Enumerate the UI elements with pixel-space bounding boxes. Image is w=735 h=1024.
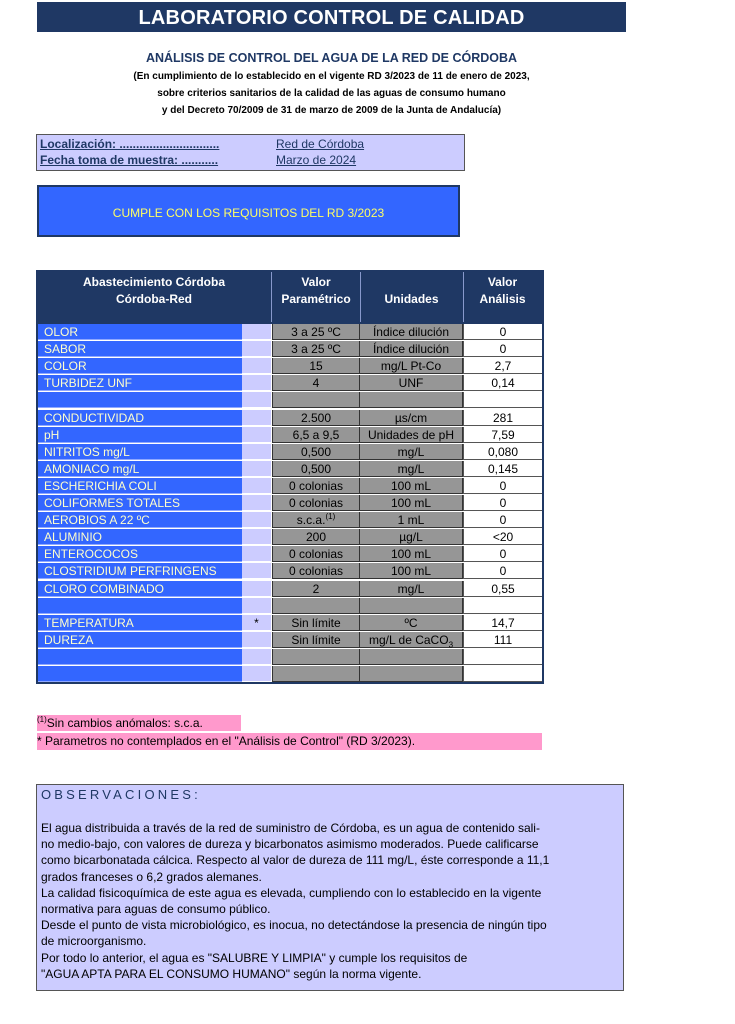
table-row — [38, 444, 542, 461]
analysis-value-text: 0 — [499, 342, 507, 357]
units — [360, 461, 463, 477]
units-text: mg/L — [397, 581, 425, 596]
footnote-asterisk: * Parametros no contemplados en el "Análisis de Control" (RD 3/2023). — [37, 733, 542, 750]
units-text: ºC — [404, 615, 418, 630]
parametric-value — [272, 581, 360, 597]
header-value — [463, 274, 542, 308]
header-value-line2: Análisis — [479, 292, 526, 306]
table-row — [38, 529, 542, 546]
units — [360, 478, 463, 494]
table-row — [38, 495, 542, 512]
units-text: 1 mL — [397, 513, 425, 528]
location-value: Red de Córdoba — [276, 137, 365, 151]
analysis-value — [463, 478, 542, 494]
table-row — [38, 615, 542, 632]
parametric-value — [272, 410, 360, 426]
asterisk-mark — [242, 375, 271, 391]
units-text: µg/L — [399, 530, 423, 545]
parametric-value-text: 0 colonias — [288, 547, 344, 562]
analysis-value — [463, 341, 542, 357]
analysis-value — [463, 598, 542, 614]
parametric-value-text: 6,5 a 9,5 — [292, 427, 340, 442]
table-row — [38, 632, 542, 649]
sample-date-value: Marzo de 2024 — [276, 153, 357, 167]
footnote-sca — [37, 715, 241, 731]
units — [360, 324, 463, 340]
analysis-value — [463, 615, 542, 631]
units — [360, 581, 463, 597]
parameter-name — [38, 427, 242, 443]
parameter-name — [38, 615, 242, 631]
parametric-value-text: 2.500 — [300, 410, 332, 425]
parameter-name — [38, 563, 242, 579]
analysis-value-text: 0 — [499, 564, 507, 579]
parameter-name-text: COLOR — [44, 359, 87, 374]
analysis-value — [463, 427, 542, 443]
parametric-value — [272, 632, 360, 648]
analysis-value-text: <20 — [492, 530, 514, 545]
table-row — [38, 649, 542, 666]
parametric-value-text: s.c.a. — [296, 513, 326, 528]
parametric-value — [272, 427, 360, 443]
parameter-name — [38, 461, 242, 477]
units-text: mg/L Pt-Co — [380, 359, 442, 374]
location-row — [40, 137, 460, 154]
table-row — [38, 512, 542, 529]
analysis-value — [463, 324, 542, 340]
units-text: Índice dilución — [372, 342, 450, 357]
parametric-value — [272, 392, 360, 408]
footnote-sca-marker: (1) — [37, 715, 47, 724]
analysis-value — [463, 392, 542, 408]
analysis-value — [463, 495, 542, 511]
parameter-name — [38, 375, 242, 391]
analysis-value — [463, 546, 542, 562]
parameter-name-text: COLIFORMES TOTALES — [44, 496, 181, 510]
header-value-line1: Valor — [487, 275, 518, 289]
parameter-name — [38, 598, 242, 614]
table-row — [38, 581, 542, 598]
analysis-value-text: 2,7 — [494, 359, 512, 374]
parametric-value-text: 0 colonias — [288, 478, 344, 493]
units — [360, 529, 463, 545]
parameter-name — [38, 358, 242, 374]
analysis-value — [463, 444, 542, 460]
parameter-name-text: CLORO COMBINADO — [44, 581, 165, 596]
parameter-name — [38, 666, 242, 682]
asterisk-mark — [242, 392, 271, 408]
analysis-value — [463, 410, 542, 426]
asterisk-mark — [242, 461, 271, 477]
units-text: mg/L — [397, 444, 425, 459]
analysis-value — [463, 512, 542, 528]
parametric-value-text: 2 — [312, 581, 320, 596]
analysis-value — [463, 529, 542, 545]
units-text: 100 mL — [390, 564, 432, 579]
units — [360, 615, 463, 631]
parameter-name-text: CONDUCTIVIDAD — [44, 410, 145, 425]
units — [360, 512, 463, 528]
asterisk-mark — [242, 546, 271, 562]
analysis-value-text: 0,145 — [487, 461, 519, 476]
parametric-value-text: 0,500 — [300, 444, 332, 459]
asterisk-mark — [242, 598, 271, 614]
analysis-value-text: 0,55 — [491, 581, 515, 596]
asterisk-mark — [242, 649, 271, 665]
units — [360, 666, 463, 682]
parametric-value-text: 0,500 — [300, 461, 332, 476]
asterisk-mark — [242, 341, 271, 357]
location-label: Localización: .............................. — [40, 137, 220, 151]
analysis-table — [36, 270, 544, 684]
observation-line: Desde el punto de vista microbiológico, es inocua, no detectándose la presencia de ningún tipo — [41, 918, 547, 933]
header-supply — [38, 274, 270, 308]
units — [360, 358, 463, 374]
units-text: 100 mL — [390, 478, 432, 493]
table-row — [38, 358, 542, 375]
legal-line-3: y del Decreto 70/2009 de 31 de marzo de 2009 de la Junta de Andalucía) — [161, 105, 502, 116]
report-title-banner — [37, 2, 626, 32]
sample-info-box — [36, 134, 465, 171]
parametric-value — [272, 444, 360, 460]
parameter-name — [38, 546, 242, 562]
units-text: mg/L de CaCO — [368, 632, 449, 647]
units-text: 100 mL — [390, 496, 432, 510]
analysis-value-text: 0 — [499, 513, 507, 528]
units-text: Unidades de pH — [367, 427, 455, 442]
parameter-name-text: pH — [44, 427, 60, 442]
parameter-name-text: ENTEROCOCOS — [44, 547, 139, 562]
observation-line: de microorganismo. — [41, 934, 147, 949]
parametric-value-text: 200 — [305, 530, 327, 545]
parameter-name-text: TURBIDEZ UNF — [44, 376, 132, 391]
table-header — [38, 272, 542, 322]
asterisk-mark — [242, 666, 271, 682]
asterisk-mark — [242, 324, 271, 340]
units-text: µs/cm — [394, 410, 428, 425]
observation-line: El agua distribuida a través de la red de suministro de Córdoba, es un agua de contenido sali- — [41, 821, 540, 835]
observation-line: Por todo lo anterior, el agua es "SALUBRE Y LIMPIA" y cumple los requisitos de — [41, 950, 468, 965]
parametric-value — [272, 495, 360, 511]
units — [360, 427, 463, 443]
parametric-value-text: Sin límite — [291, 615, 341, 630]
table-row — [38, 392, 542, 409]
parameter-name — [38, 649, 242, 665]
parameter-name-text: AMONIACO mg/L — [44, 461, 140, 476]
parameter-name-text: OLOR — [44, 325, 79, 339]
parametric-value-text: 0 colonias — [288, 496, 344, 510]
asterisk-mark — [242, 495, 271, 511]
analysis-value — [463, 375, 542, 391]
analysis-value-text: 14,7 — [491, 615, 515, 630]
units-text: 100 mL — [390, 547, 432, 562]
parametric-value — [272, 358, 360, 374]
table-row — [38, 563, 542, 580]
units — [360, 410, 463, 426]
analysis-value-text: 0 — [499, 547, 507, 562]
parametric-value — [272, 598, 360, 614]
parametric-value — [272, 478, 360, 494]
parametric-value-text: 15 — [309, 359, 323, 374]
sample-date-label: Fecha toma de muestra: ........... — [40, 153, 219, 167]
observation-line: La calidad fisicoquímica de este agua es elevada, cumpliendo con lo establecido en la vigente — [41, 885, 542, 900]
parameter-name — [38, 512, 242, 528]
parameter-name — [38, 410, 242, 426]
analysis-value-text: 0 — [499, 496, 507, 510]
parameter-name — [38, 478, 242, 494]
units — [360, 392, 463, 408]
parameter-name-text: TEMPERATURA — [44, 615, 134, 630]
sample-date-row — [40, 153, 460, 170]
analysis-value-text: 281 — [492, 410, 514, 425]
analysis-value-text: 7,59 — [491, 427, 515, 442]
legal-line-2: sobre criterios sanitarios de la calidad de las aguas de consumo humano — [157, 88, 506, 99]
parameter-name — [38, 341, 242, 357]
analysis-value — [463, 581, 542, 597]
units — [360, 563, 463, 579]
parameter-name — [38, 581, 242, 597]
asterisk-mark — [242, 410, 271, 426]
units — [360, 632, 463, 648]
parametric-value — [272, 512, 360, 528]
report-title: LABORATORIO CONTROL DE CALIDAD — [138, 7, 525, 29]
parametric-value — [272, 563, 360, 579]
asterisk-mark — [242, 512, 271, 528]
table-row — [38, 478, 542, 495]
asterisk-mark — [242, 632, 271, 648]
analysis-value — [463, 563, 542, 579]
legal-line-1: (En cumplimiento de lo establecido en el vigente RD 3/2023 de 11 de enero de 2023, — [133, 71, 530, 82]
parameter-name-text: ESCHERICHIA COLI — [44, 478, 157, 493]
observations-box — [36, 784, 624, 991]
table-row — [38, 427, 542, 444]
parameter-name-text: DUREZA — [44, 632, 94, 647]
table-row — [38, 324, 542, 341]
analysis-value — [463, 358, 542, 374]
units — [360, 375, 463, 391]
parameter-name-text: SABOR — [44, 342, 87, 357]
asterisk-mark — [242, 581, 271, 597]
parametric-value-text: 3 a 25 ºC — [291, 342, 341, 357]
header-units: Unidades — [384, 292, 439, 306]
analysis-value-text: 0,080 — [487, 444, 519, 459]
observation-line: grados franceses o 6,2 grados alemanes. — [41, 869, 262, 884]
units — [360, 341, 463, 357]
units — [360, 546, 463, 562]
parameter-name — [38, 444, 242, 460]
units — [360, 495, 463, 511]
units-text: UNF — [398, 376, 424, 391]
analysis-value-text: 111 — [493, 632, 513, 647]
parametric-value — [272, 615, 360, 631]
parameter-name — [38, 324, 242, 340]
parameter-name-text: NITRITOS mg/L — [44, 444, 130, 459]
table-row — [38, 666, 542, 683]
table-row — [38, 546, 542, 563]
asterisk-mark — [242, 358, 271, 374]
header-supply-line1: Abastecimiento Córdoba — [82, 275, 226, 289]
parametric-value — [272, 341, 360, 357]
parametric-value-text: 0 colonias — [288, 564, 344, 579]
asterisk-mark — [242, 529, 271, 545]
parametric-value-text: Sin límite — [291, 632, 341, 647]
asterisk-mark-text: * — [254, 615, 259, 630]
parametric-value — [272, 461, 360, 477]
observation-line: "AGUA APTA PARA EL CONSUMO HUMANO" según la norma vigente. — [41, 966, 422, 981]
asterisk-mark — [242, 427, 271, 443]
asterisk-mark — [242, 615, 271, 631]
asterisk-mark — [242, 563, 271, 579]
observation-line: normativa para aguas de consumo público. — [41, 902, 271, 916]
header-param-line1: Valor — [301, 275, 331, 289]
parametric-value — [272, 666, 360, 682]
report-subtitle: ANÁLISIS DE CONTROL DEL AGUA DE LA RED DE CÓRDOBA — [145, 51, 518, 65]
analysis-value — [463, 666, 542, 682]
parametric-value-text: 3 a 25 ºC — [291, 325, 341, 339]
parametric-value — [272, 546, 360, 562]
parameter-name — [38, 632, 242, 648]
table-row — [38, 341, 542, 358]
analysis-value-text: 0 — [499, 325, 507, 339]
asterisk-mark — [242, 478, 271, 494]
compliance-status-text: CUMPLE CON LOS REQUISITOS DEL RD 3/2023 — [112, 206, 385, 220]
units — [360, 649, 463, 665]
observations-title: OBSERVACIONES: — [41, 787, 201, 802]
analysis-value — [463, 632, 542, 648]
table-row — [38, 375, 542, 392]
parametric-value — [272, 375, 360, 391]
parametric-value-text: 4 — [312, 376, 320, 391]
observation-line: no medio-bajo, con valores de dureza y bicarbonatos asimismo moderados. Puede calificarse — [41, 837, 539, 852]
units — [360, 444, 463, 460]
parameter-name-text: ALUMINIO — [44, 530, 103, 545]
analysis-value — [463, 649, 542, 665]
parameter-name — [38, 495, 242, 511]
parameter-name-text: AEROBIOS A 22 ºC — [44, 513, 150, 528]
footnote-sca-text: Sin cambios anómalos: s.c.a. — [46, 716, 203, 730]
parameter-name — [38, 392, 242, 408]
analysis-value — [463, 461, 542, 477]
units — [360, 598, 463, 614]
units-text: Índice dilución — [372, 325, 450, 339]
table-row — [38, 461, 542, 478]
header-param-line2: Paramétrico — [281, 292, 351, 306]
analysis-value-text: 0,14 — [491, 376, 515, 391]
parametric-value — [272, 324, 360, 340]
parameter-name — [38, 529, 242, 545]
table-row — [38, 598, 542, 615]
footnote-marker: (1) — [325, 512, 336, 522]
unit-subscript: 3 — [448, 640, 454, 650]
compliance-status-box — [37, 185, 460, 237]
asterisk-mark — [242, 444, 271, 460]
units-text: mg/L — [397, 461, 425, 476]
header-supply-line2: Córdoba-Red — [116, 292, 192, 306]
header-param — [272, 274, 360, 308]
parametric-value — [272, 649, 360, 665]
table-row — [38, 410, 542, 427]
analysis-value-text: 0 — [499, 478, 507, 493]
parametric-value — [272, 529, 360, 545]
observation-line: como bicarbonatada cálcica. Respecto al valor de dureza de 111 mg/L, éste corresponde a 11,1 — [41, 853, 550, 868]
parameter-name-text: CLOSTRIDIUM PERFRINGENS — [44, 564, 217, 579]
